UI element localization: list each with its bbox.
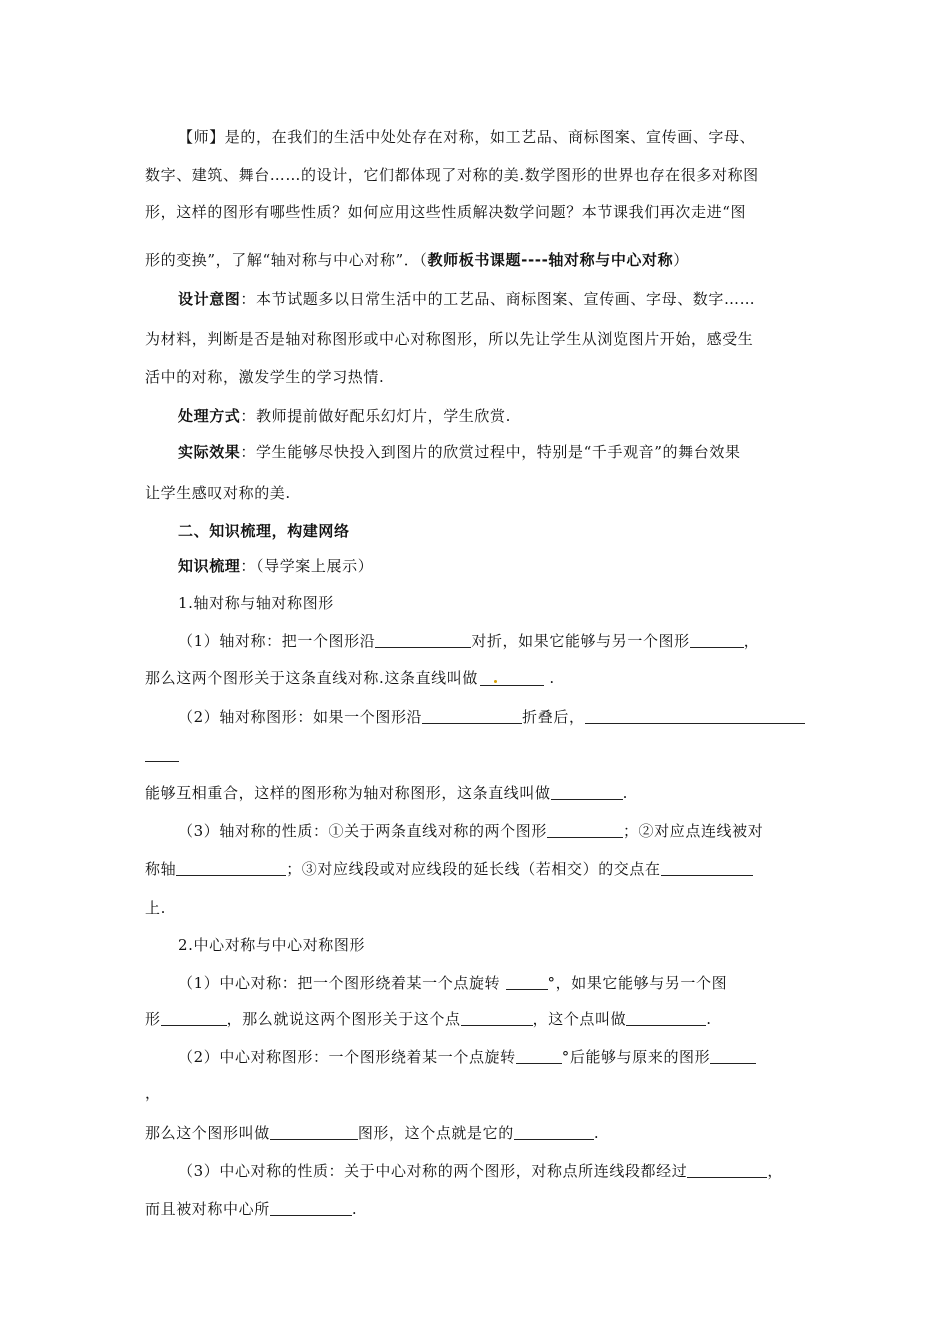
blank[interactable] bbox=[547, 823, 623, 838]
knowledge-label: 知识梳理 bbox=[178, 557, 241, 575]
s2-a2-end: . bbox=[706, 1010, 712, 1028]
design-line3: 活中的对称，激发学生的学习热情. bbox=[145, 368, 385, 386]
para1-line4-close: ） bbox=[673, 251, 689, 269]
effect-label: 实际效果 bbox=[178, 443, 241, 461]
s2-a-line1 bbox=[178, 972, 727, 993]
method-label: 处理方式 bbox=[178, 407, 241, 425]
blank[interactable] bbox=[687, 1163, 767, 1178]
s1-b-line1 bbox=[178, 706, 805, 727]
para1-line1: 【师】是的，在我们的生活中处处存在对称，如工艺品、商标图案、宣传画、字母、 bbox=[178, 128, 756, 146]
s2-c1-text: （3）中心对称的性质：关于中心对称的两个图形，对称点所连线段都经过 bbox=[178, 1162, 688, 1180]
para1-line3: 形，这样的图形有哪些性质？如何应用这些性质解决数学问题？本节课我们再次走进“图 bbox=[145, 203, 747, 221]
blank[interactable] bbox=[161, 1011, 227, 1026]
para1-line2: 数字、建筑、舞台……的设计，它们都体现了对称的美.数学图形的世界也存在很多对称图 bbox=[145, 166, 759, 184]
s2-c2-text: 而且被对称中心所 bbox=[145, 1200, 270, 1218]
s1-a-line1 bbox=[178, 630, 759, 651]
design-line2: 为材料，判断是否是轴对称图形或中心对称图形，所以先让学生从浏览图片开始，感受生 bbox=[145, 330, 754, 348]
s2-a2-text3: ，这个点叫做 bbox=[532, 1010, 627, 1028]
blank[interactable] bbox=[710, 1049, 756, 1064]
blank[interactable] bbox=[480, 671, 544, 686]
s1-c2-text: 称轴 bbox=[145, 860, 177, 878]
para1-line4-text: 形的变换”，了解“轴对称与中心对称”．（ bbox=[145, 251, 428, 269]
s1-b3-end: . bbox=[622, 784, 628, 802]
s2-c-line1 bbox=[178, 1160, 783, 1181]
s2-c-line2 bbox=[145, 1198, 357, 1219]
blank[interactable] bbox=[626, 1011, 706, 1026]
s1-b3-text: 能够互相重合，这样的图形称为轴对称图形，这条直线叫做 bbox=[145, 784, 551, 802]
s2-b-line2: ， bbox=[145, 1084, 161, 1102]
design-label: 设计意图 bbox=[178, 290, 241, 308]
s2-a1-text: （1）中心对称：把一个图形绕着某一个点旋转 bbox=[178, 974, 506, 992]
s1-b-line2 bbox=[145, 746, 179, 764]
s1-c1-text: （3）轴对称的性质：①关于两条直线对称的两个图形 bbox=[178, 822, 547, 840]
blank[interactable] bbox=[375, 633, 471, 648]
s2-c2-end: . bbox=[351, 1200, 358, 1218]
s2-b3-text: 那么这个图形叫做 bbox=[145, 1124, 270, 1142]
s1-a2-text: 那么这两个图形关于这条直线对称.这条直线叫做 bbox=[145, 669, 478, 687]
design-line1 bbox=[178, 288, 755, 309]
s2-c1-end: ， bbox=[767, 1162, 783, 1180]
blank[interactable] bbox=[270, 1201, 352, 1216]
knowledge-line bbox=[178, 555, 373, 576]
s1-a2-end: . bbox=[543, 669, 555, 687]
s2-a2-text2: ，那么就说这两个图形关于这个点 bbox=[226, 1010, 461, 1028]
blank[interactable] bbox=[661, 861, 753, 876]
s1-c-line1 bbox=[178, 820, 763, 841]
section-heading: 二、知识梳理，构建网络 bbox=[178, 522, 350, 540]
s2-b1-text: （2）中心对称图形：一个图形绕着某一个点旋转 bbox=[178, 1048, 516, 1066]
design-text: ：本节试题多以日常生活中的工艺品、商标图案、宣传画、字母、数字…… bbox=[240, 290, 756, 308]
s1-c-line3: 上. bbox=[145, 899, 166, 917]
s1-a1-comma: ， bbox=[743, 632, 760, 650]
s1-c-line2 bbox=[145, 858, 753, 879]
effect-line1 bbox=[178, 441, 741, 462]
s2-a1-text2: °，如果它能够与另一个图 bbox=[547, 974, 728, 992]
blank[interactable] bbox=[551, 785, 623, 800]
s1-b1-text2: 折叠后， bbox=[522, 708, 585, 726]
s1-a1-text2: 对折，如果它能够与另一个图形 bbox=[471, 632, 690, 650]
board-title: 教师板书课题----轴对称与中心对称 bbox=[427, 251, 674, 269]
blank[interactable] bbox=[506, 975, 548, 990]
blank[interactable] bbox=[516, 1049, 562, 1064]
s1-title: 1.轴对称与轴对称图形 bbox=[178, 594, 334, 612]
s1-b-line3 bbox=[145, 782, 628, 803]
blank[interactable] bbox=[270, 1125, 358, 1140]
s2-a2-text: 形 bbox=[145, 1010, 161, 1028]
s1-b1-text: （2）轴对称图形：如果一个图形沿 bbox=[178, 708, 423, 726]
effect-line2: 让学生感叹对称的美. bbox=[145, 484, 291, 502]
s1-a-line2 bbox=[145, 667, 555, 688]
method-text: ：教师提前做好配乐幻灯片，学生欣赏. bbox=[240, 407, 511, 425]
blank[interactable] bbox=[585, 709, 805, 724]
blank[interactable] bbox=[145, 747, 179, 762]
blank[interactable] bbox=[514, 1125, 594, 1140]
s2-b1-text2: °后能够与原来的图形 bbox=[561, 1048, 711, 1066]
para1-line4 bbox=[145, 249, 689, 270]
mark-dot bbox=[494, 680, 497, 683]
blank[interactable] bbox=[176, 861, 286, 876]
blank[interactable] bbox=[690, 633, 744, 648]
s2-b-line3 bbox=[145, 1122, 599, 1143]
method-line bbox=[178, 405, 511, 426]
s1-c1-text2: ；②对应点连线被对 bbox=[622, 822, 764, 840]
s1-c2-text2: ；③对应线段或对应线段的延长线（若相交）的交点在 bbox=[286, 860, 661, 878]
s2-b3-text2: 图形，这个点就是它的 bbox=[357, 1124, 514, 1142]
s1-a1-text: （1）轴对称：把一个图形沿 bbox=[178, 632, 376, 650]
s2-b-line1 bbox=[178, 1046, 756, 1067]
s2-b3-end: . bbox=[593, 1124, 600, 1142]
knowledge-text: ：（导学案上展示） bbox=[240, 557, 374, 575]
s2-title: 2.中心对称与中心对称图形 bbox=[178, 936, 366, 954]
blank[interactable] bbox=[422, 709, 522, 724]
s2-a-line2 bbox=[145, 1008, 712, 1029]
effect-text: ：学生能够尽快投入到图片的欣赏过程中，特别是“千手观音”的舞台效果 bbox=[240, 443, 741, 461]
blank[interactable] bbox=[461, 1011, 533, 1026]
